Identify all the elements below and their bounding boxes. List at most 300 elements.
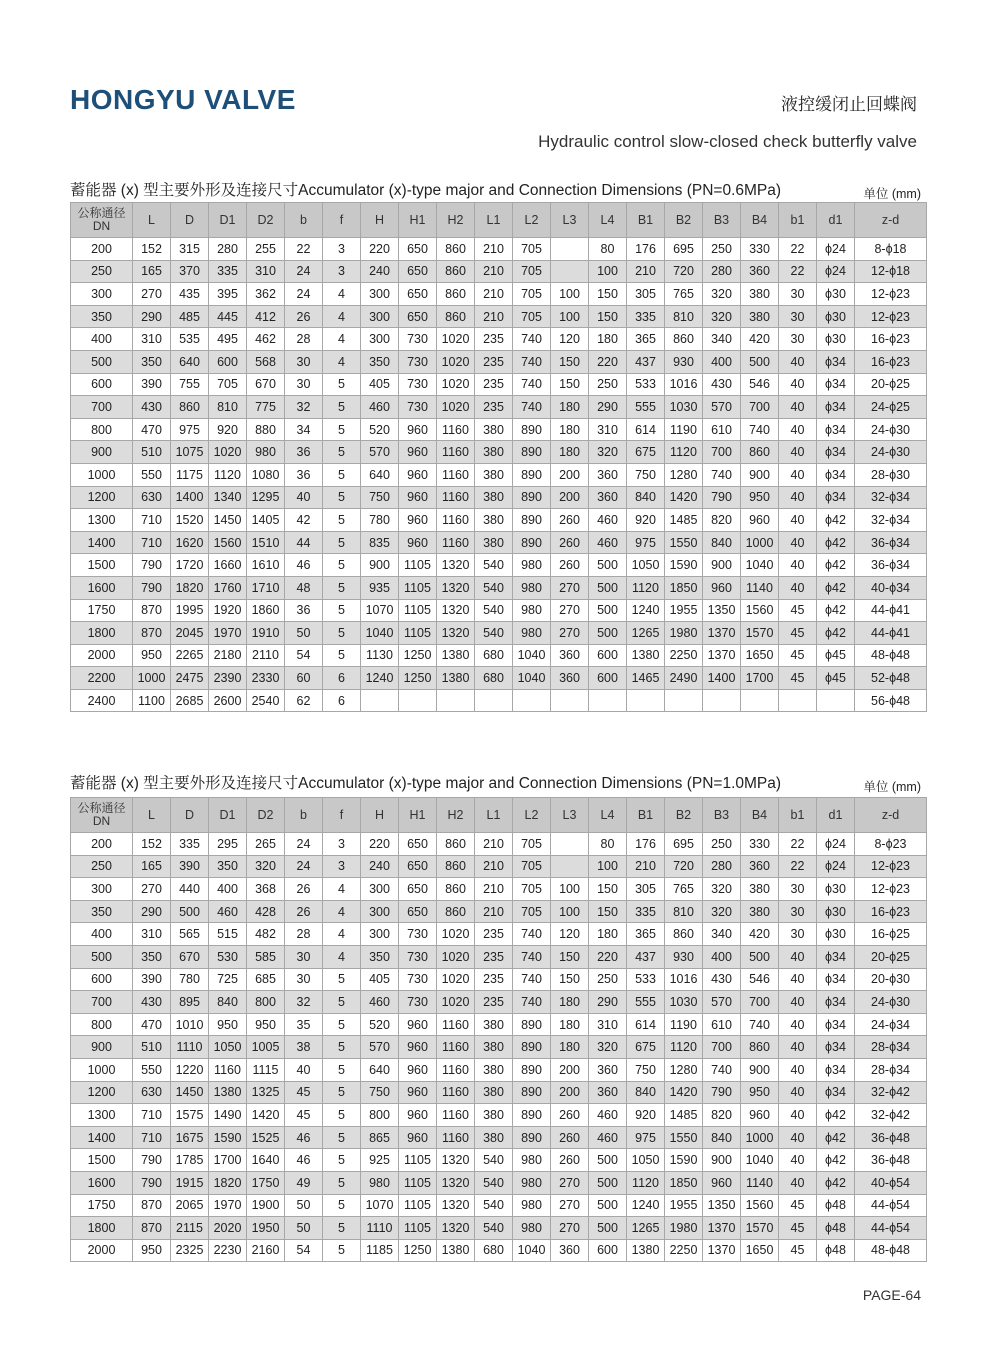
table-cell: 730 <box>399 350 437 373</box>
table-cell: 460 <box>589 531 627 554</box>
table-cell: 500 <box>589 1171 627 1194</box>
table-cell: 380 <box>475 1104 513 1127</box>
table-cell: 400 <box>703 945 741 968</box>
table-cell: 40 <box>779 1104 817 1127</box>
column-header: L4 <box>589 203 627 238</box>
table-cell: 45 <box>779 599 817 622</box>
table-cell: 5 <box>323 1126 361 1149</box>
table-cell: 710 <box>133 1126 171 1149</box>
table-cell: ϕ30 <box>817 305 855 328</box>
table-cell: 1185 <box>361 1239 399 1262</box>
table-cell: 360 <box>589 486 627 509</box>
table-cell: 1105 <box>399 1171 437 1194</box>
table-cell: 380 <box>741 900 779 923</box>
column-header: b1 <box>779 798 817 833</box>
table-cell: 900 <box>71 1036 133 1059</box>
table-cell: 495 <box>209 328 247 351</box>
product-title-en: Hydraulic control slow-closed check butterfly valve <box>538 132 917 151</box>
table-cell: 150 <box>589 283 627 306</box>
table-cell: 1040 <box>513 667 551 690</box>
table-cell: ϕ30 <box>817 328 855 351</box>
table-cell: 1105 <box>399 1217 437 1240</box>
table-cell: 8-ϕ18 <box>855 238 927 261</box>
table-cell: 5 <box>323 441 361 464</box>
table-cell: 437 <box>627 350 665 373</box>
column-header: B1 <box>627 798 665 833</box>
table-cell: 870 <box>133 1194 171 1217</box>
table-cell: 1710 <box>247 576 285 599</box>
table-row <box>71 644 927 667</box>
table-cell: 300 <box>361 305 399 328</box>
table-cell: 860 <box>437 260 475 283</box>
table-cell: 4 <box>323 900 361 923</box>
table-cell: 150 <box>589 900 627 923</box>
table-cell: 565 <box>171 923 209 946</box>
table-cell: 740 <box>741 418 779 441</box>
table-cell: 535 <box>171 328 209 351</box>
table-cell: 210 <box>475 855 513 878</box>
table-cell: ϕ48 <box>817 1217 855 1240</box>
column-header: H2 <box>437 798 475 833</box>
table-cell: 500 <box>741 350 779 373</box>
column-header: D1 <box>209 203 247 238</box>
table-cell: 890 <box>513 509 551 532</box>
table-cell: 740 <box>703 1058 741 1081</box>
table-cell: 2160 <box>247 1239 285 1262</box>
table-cell: 4 <box>323 945 361 968</box>
table-cell: 614 <box>627 418 665 441</box>
table-row <box>71 486 927 509</box>
table-cell: 1105 <box>399 1149 437 1172</box>
table-cell: 260 <box>551 1104 589 1127</box>
table-cell: 890 <box>513 486 551 509</box>
table-cell: 40 <box>779 1058 817 1081</box>
table-cell: 1020 <box>437 328 475 351</box>
table-cell: 5 <box>323 486 361 509</box>
column-header: b1 <box>779 203 817 238</box>
table-cell: 650 <box>399 260 437 283</box>
table-cell: 45 <box>779 1194 817 1217</box>
table-cell: 32 <box>285 991 323 1014</box>
table-cell: 40 <box>779 531 817 554</box>
table-cell: 1420 <box>665 1081 703 1104</box>
table-cell: 360 <box>551 667 589 690</box>
table-cell: 300 <box>71 283 133 306</box>
table-cell: 430 <box>133 991 171 1014</box>
table-cell: 250 <box>71 855 133 878</box>
table-cell: 890 <box>513 531 551 554</box>
table-cell: 540 <box>475 1217 513 1240</box>
table-cell: 12-ϕ23 <box>855 878 927 901</box>
table-cell: 540 <box>475 599 513 622</box>
table-cell: 1016 <box>665 968 703 991</box>
table-cell: 1320 <box>437 1194 475 1217</box>
table-cell: 840 <box>627 1081 665 1104</box>
table-cell: ϕ42 <box>817 1104 855 1127</box>
column-header: L1 <box>475 798 513 833</box>
table-cell: 34 <box>285 418 323 441</box>
table-row <box>71 396 927 419</box>
table-cell: 1010 <box>171 1013 209 1036</box>
table-cell: 360 <box>741 260 779 283</box>
table-cell: 540 <box>475 1149 513 1172</box>
table-cell: 28-ϕ34 <box>855 1058 927 1081</box>
table-cell: ϕ24 <box>817 833 855 856</box>
table-cell: 1370 <box>703 622 741 645</box>
table-cell: 1915 <box>171 1171 209 1194</box>
table-cell: 510 <box>133 441 171 464</box>
table-cell: 380 <box>475 531 513 554</box>
column-header: B3 <box>703 798 741 833</box>
table-cell: 600 <box>589 667 627 690</box>
table-cell: 270 <box>551 622 589 645</box>
table-cell: 1320 <box>437 576 475 599</box>
table-cell: ϕ42 <box>817 599 855 622</box>
table-cell: 1560 <box>741 599 779 622</box>
table-row <box>71 1036 927 1059</box>
table-cell: 320 <box>703 283 741 306</box>
table-cell: 1500 <box>71 554 133 577</box>
table-cell <box>551 833 589 856</box>
table-cell: 40 <box>779 554 817 577</box>
table-cell: 890 <box>513 418 551 441</box>
table-cell: 24 <box>285 855 323 878</box>
column-header: B1 <box>627 203 665 238</box>
table-cell: 300 <box>361 328 399 351</box>
table-cell: 1005 <box>247 1036 285 1059</box>
table-cell: 390 <box>171 855 209 878</box>
table-cell: 36 <box>285 599 323 622</box>
table-cell: 460 <box>589 1126 627 1149</box>
table-cell: 570 <box>361 441 399 464</box>
table-cell: 800 <box>71 418 133 441</box>
table-cell: 250 <box>589 968 627 991</box>
table-cell: 780 <box>171 968 209 991</box>
table-cell: 428 <box>247 900 285 923</box>
table-cell: 1500 <box>71 1149 133 1172</box>
table-cell: 36 <box>285 463 323 486</box>
table-row <box>71 305 927 328</box>
table-cell: 890 <box>513 1036 551 1059</box>
table-cell: 670 <box>171 945 209 968</box>
table-cell: 340 <box>703 328 741 351</box>
table-cell: 2330 <box>247 667 285 690</box>
table-cell: 400 <box>71 923 133 946</box>
table-cell: 935 <box>361 576 399 599</box>
column-header: z-d <box>855 203 927 238</box>
unit-label-pn10: 单位 (mm) <box>863 780 921 794</box>
table-cell <box>779 689 817 712</box>
table-row <box>71 1149 927 1172</box>
table-cell: 200 <box>71 833 133 856</box>
table-row <box>71 509 927 532</box>
table-cell: 1650 <box>741 1239 779 1262</box>
table-cell: 44-ϕ54 <box>855 1194 927 1217</box>
table-cell: 48 <box>285 576 323 599</box>
table-cell: 1320 <box>437 1149 475 1172</box>
table-cell: 555 <box>627 991 665 1014</box>
table-cell: 437 <box>627 945 665 968</box>
table-cell: 390 <box>133 373 171 396</box>
table-cell: 5 <box>323 968 361 991</box>
table-cell: 30 <box>779 305 817 328</box>
table-row <box>71 689 927 712</box>
table-cell: 5 <box>323 1239 361 1262</box>
table-cell: 220 <box>361 238 399 261</box>
table-cell: 1200 <box>71 1081 133 1104</box>
table-cell: 62 <box>285 689 323 712</box>
table-cell: 50 <box>285 1217 323 1240</box>
table-cell: 870 <box>133 599 171 622</box>
table-cell: 42 <box>285 509 323 532</box>
table-cell: 1525 <box>247 1126 285 1149</box>
table-row <box>71 1104 927 1127</box>
table-cell: 1400 <box>703 667 741 690</box>
table-cell: 40 <box>779 945 817 968</box>
table-cell: 270 <box>133 283 171 306</box>
table-cell <box>399 689 437 712</box>
table-cell: 1420 <box>247 1104 285 1127</box>
table-cell: 700 <box>703 441 741 464</box>
table-cell <box>437 689 475 712</box>
table-cell: 20-ϕ25 <box>855 373 927 396</box>
table-cell: 390 <box>133 968 171 991</box>
table-cell: 1075 <box>171 441 209 464</box>
table-cell: 1995 <box>171 599 209 622</box>
table-cell: 295 <box>209 833 247 856</box>
table-cell: 44-ϕ41 <box>855 622 927 645</box>
table-cell: 1040 <box>741 554 779 577</box>
table-cell: 710 <box>133 509 171 532</box>
table-cell: 1240 <box>361 667 399 690</box>
table-cell: 150 <box>589 878 627 901</box>
table-cell: 270 <box>551 1171 589 1194</box>
table-cell: 800 <box>361 1104 399 1127</box>
table-cell: 685 <box>247 968 285 991</box>
table-cell: 16-ϕ23 <box>855 350 927 373</box>
table-cell: 3 <box>323 833 361 856</box>
table-cell: 546 <box>741 968 779 991</box>
table-cell: 1490 <box>209 1104 247 1127</box>
table-cell: 700 <box>703 1036 741 1059</box>
table-cell: 40 <box>779 509 817 532</box>
table-cell: 2045 <box>171 622 209 645</box>
table-cell: 1175 <box>171 463 209 486</box>
table-cell: 550 <box>133 1058 171 1081</box>
table-cell: 150 <box>551 945 589 968</box>
table-cell: 420 <box>741 923 779 946</box>
table-cell: 270 <box>133 878 171 901</box>
table-cell: ϕ42 <box>817 554 855 577</box>
table-cell: 22 <box>779 833 817 856</box>
table-row <box>71 1171 927 1194</box>
table-cell: 540 <box>475 554 513 577</box>
table-cell: 1220 <box>171 1058 209 1081</box>
table-cell: 975 <box>171 418 209 441</box>
table-cell: 5 <box>323 1104 361 1127</box>
table-cell: 22 <box>285 238 323 261</box>
column-header: z-d <box>855 798 927 833</box>
table-cell: ϕ34 <box>817 396 855 419</box>
table-cell: 1120 <box>627 1171 665 1194</box>
table-cell: 445 <box>209 305 247 328</box>
table-cell: 5 <box>323 1058 361 1081</box>
table-cell: 695 <box>665 833 703 856</box>
table-cell: 1800 <box>71 1217 133 1240</box>
table-cell: 412 <box>247 305 285 328</box>
table-cell: 960 <box>399 1013 437 1036</box>
table-cell: 1370 <box>703 1217 741 1240</box>
table-cell: 890 <box>513 1126 551 1149</box>
table-row <box>71 1194 927 1217</box>
table-row <box>71 622 927 645</box>
table-cell: 610 <box>703 1013 741 1036</box>
table-cell: 730 <box>399 373 437 396</box>
table-cell: 265 <box>247 833 285 856</box>
table-cell: 260 <box>551 1149 589 1172</box>
table-cell: 30 <box>285 350 323 373</box>
table-cell: 280 <box>209 238 247 261</box>
table-cell: 40-ϕ54 <box>855 1171 927 1194</box>
table-cell: 860 <box>437 855 475 878</box>
table-cell: 750 <box>361 486 399 509</box>
table-cell: 705 <box>513 238 551 261</box>
table-cell: 1105 <box>399 599 437 622</box>
unit-label-pn06: 单位 (mm) <box>863 187 921 201</box>
column-header: L2 <box>513 203 551 238</box>
table-cell <box>513 689 551 712</box>
table-cell: 865 <box>361 1126 399 1149</box>
table-cell: 1510 <box>247 531 285 554</box>
table-cell: 1380 <box>627 644 665 667</box>
table-cell: 860 <box>437 305 475 328</box>
table-cell: 600 <box>209 350 247 373</box>
table-cell: 32-ϕ34 <box>855 486 927 509</box>
table-row <box>71 900 927 923</box>
table-cell: 520 <box>361 1013 399 1036</box>
table-cell: 165 <box>133 855 171 878</box>
table-cell: 24-ϕ34 <box>855 1013 927 1036</box>
table-cell: ϕ42 <box>817 509 855 532</box>
table-cell: 1370 <box>703 644 741 667</box>
table-cell: 5 <box>323 1171 361 1194</box>
table-cell: 40 <box>779 991 817 1014</box>
table-cell: 1900 <box>247 1194 285 1217</box>
table-cell: 570 <box>703 396 741 419</box>
table-row <box>71 855 927 878</box>
column-header: B3 <box>703 203 741 238</box>
table-cell: 500 <box>741 945 779 968</box>
table-cell: 300 <box>361 283 399 306</box>
table-cell: 5 <box>323 1194 361 1217</box>
table-caption-pn10: 蓄能器 (x) 型主要外形及连接尺寸Accumulator (x)-type major and Connection Dimensions (PN=1.0MPa) <box>70 775 782 792</box>
table-cell: 210 <box>475 260 513 283</box>
table-cell: 650 <box>399 878 437 901</box>
table-row <box>71 418 927 441</box>
table-cell: 200 <box>71 238 133 261</box>
table-cell: 235 <box>475 373 513 396</box>
table-cell: 960 <box>399 1036 437 1059</box>
table-cell: 2180 <box>209 644 247 667</box>
table-cell: 1600 <box>71 1171 133 1194</box>
table-cell: 260 <box>551 531 589 554</box>
table-cell: 2200 <box>71 667 133 690</box>
table-cell: 705 <box>513 260 551 283</box>
table-cell: 40 <box>779 486 817 509</box>
table-cell: 2250 <box>665 1239 703 1262</box>
table-row <box>71 328 927 351</box>
table-cell: 220 <box>361 833 399 856</box>
table-cell: 870 <box>133 1217 171 1240</box>
table-cell: 48-ϕ48 <box>855 644 927 667</box>
table-cell: 350 <box>133 350 171 373</box>
table-cell: 340 <box>703 923 741 946</box>
table-cell: 1200 <box>71 486 133 509</box>
table-cell: 740 <box>703 463 741 486</box>
table-cell: 250 <box>703 833 741 856</box>
table-cell: 485 <box>171 305 209 328</box>
table-cell: 920 <box>209 418 247 441</box>
table-cell: 740 <box>513 968 551 991</box>
table-cell: 705 <box>513 855 551 878</box>
table-cell: 740 <box>513 350 551 373</box>
table-row <box>71 350 927 373</box>
table-cell: 1450 <box>171 1081 209 1104</box>
table-cell: 530 <box>209 945 247 968</box>
table-cell: 330 <box>741 833 779 856</box>
table-cell: 360 <box>589 1081 627 1104</box>
table-cell: 300 <box>361 900 399 923</box>
table-cell: 395 <box>209 283 247 306</box>
table-cell: 1420 <box>665 486 703 509</box>
table-cell: 2115 <box>171 1217 209 1240</box>
table-cell: ϕ34 <box>817 418 855 441</box>
table-row <box>71 1013 927 1036</box>
table-cell: 220 <box>589 350 627 373</box>
table-row <box>71 576 927 599</box>
table-cell: 350 <box>133 945 171 968</box>
table-row <box>71 441 927 464</box>
table-cell: 290 <box>133 900 171 923</box>
table-cell: 960 <box>399 1126 437 1149</box>
column-header: H <box>361 203 399 238</box>
table-cell: ϕ42 <box>817 1126 855 1149</box>
table-cell: 890 <box>513 1081 551 1104</box>
table-row <box>71 878 927 901</box>
table-cell: 50 <box>285 1194 323 1217</box>
table-cell: 280 <box>703 855 741 878</box>
table-cell: 500 <box>589 1149 627 1172</box>
column-header: b <box>285 798 323 833</box>
table-cell: 368 <box>247 878 285 901</box>
table-cell: 1160 <box>437 1126 475 1149</box>
table-cell: ϕ45 <box>817 667 855 690</box>
table-cell: 405 <box>361 373 399 396</box>
table-cell: 250 <box>703 238 741 261</box>
table-cell: 40 <box>779 396 817 419</box>
table-cell: 380 <box>475 1126 513 1149</box>
table-cell: ϕ48 <box>817 1194 855 1217</box>
table-cell: 810 <box>665 305 703 328</box>
table-cell: 200 <box>551 463 589 486</box>
table-cell: 1550 <box>665 1126 703 1149</box>
table-cell <box>589 689 627 712</box>
table-cell: 515 <box>209 923 247 946</box>
table-cell: 300 <box>361 878 399 901</box>
table-cell: 36-ϕ48 <box>855 1126 927 1149</box>
table-cell: 1190 <box>665 1013 703 1036</box>
table-cell: 1000 <box>741 531 779 554</box>
